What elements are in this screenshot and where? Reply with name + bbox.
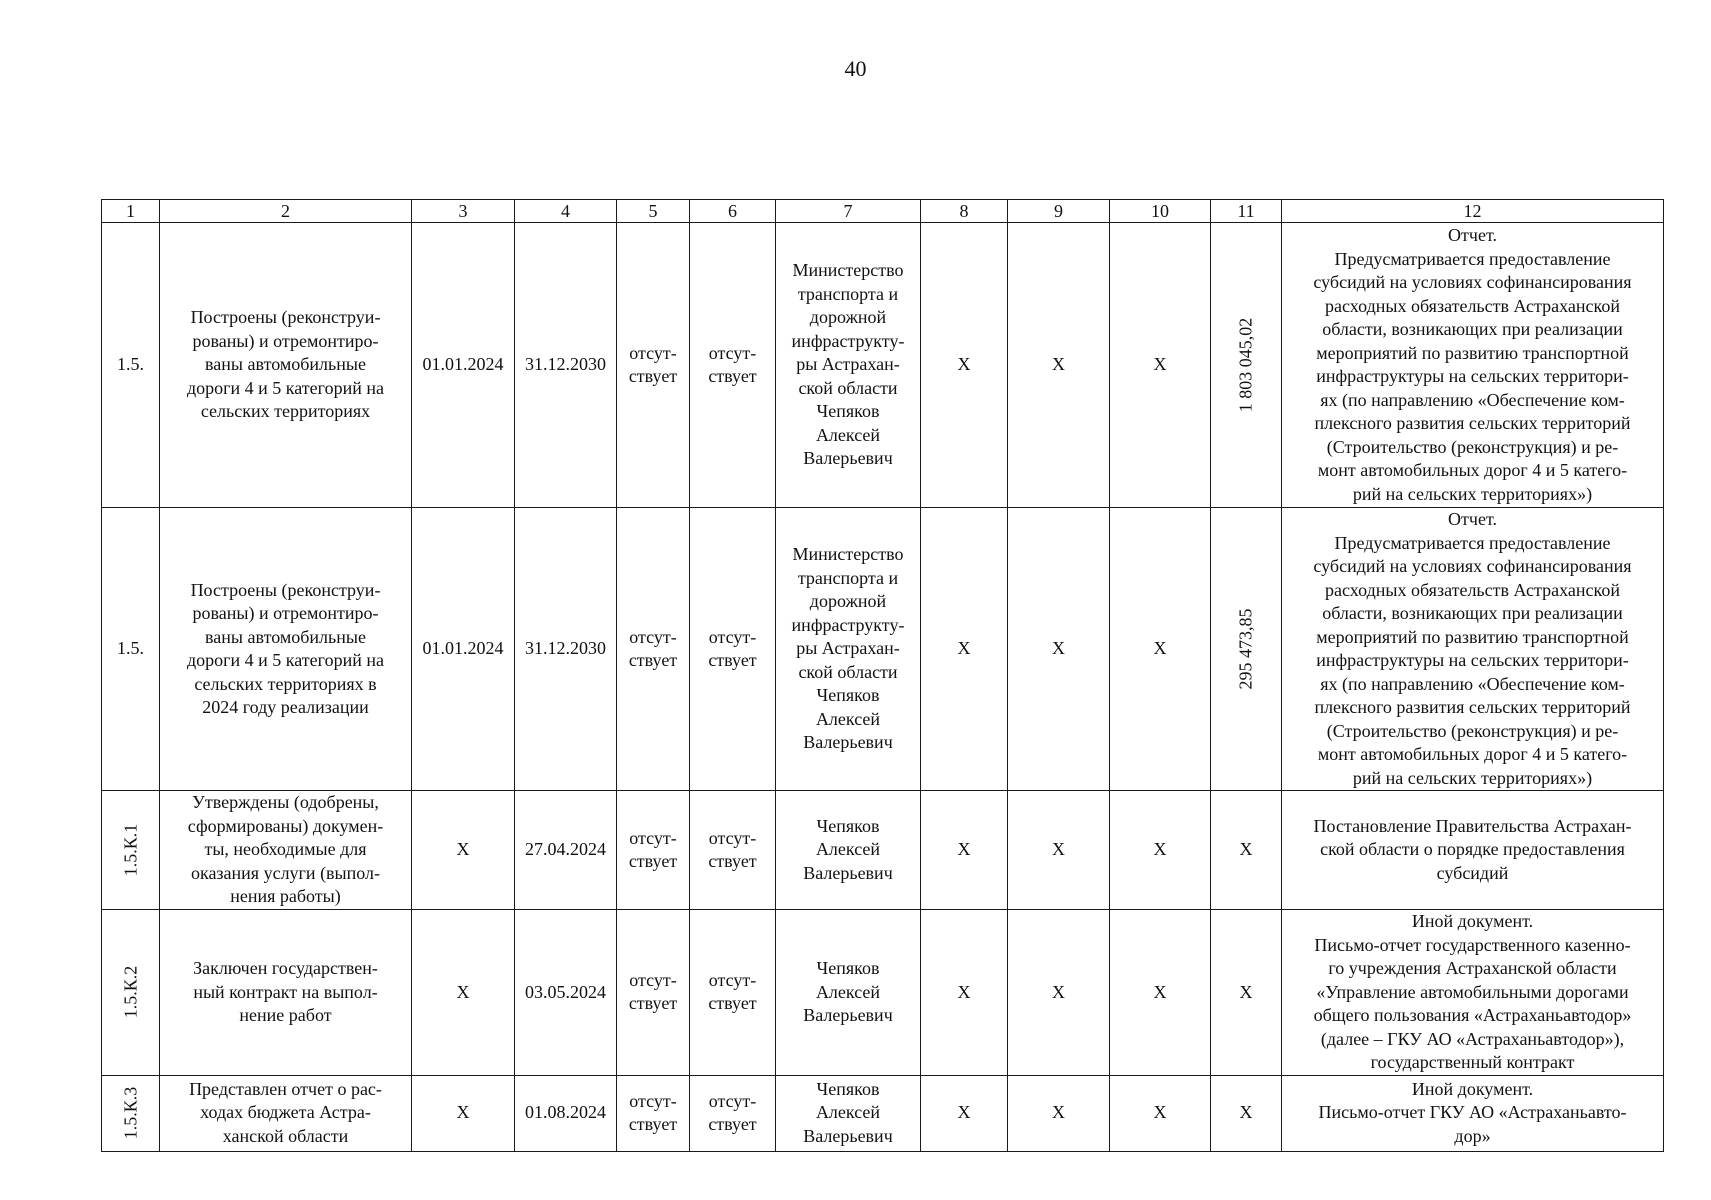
end-date: 01.08.2024 — [515, 1075, 617, 1151]
column-header: 1 — [102, 200, 160, 223]
activity-name: Заключен государствен- ный контракт на выпол- нение работ — [160, 910, 412, 1076]
table-row — [102, 1075, 1664, 1151]
column-9-value: X — [1008, 910, 1110, 1076]
row-number-text: 1.5.К.1 — [119, 823, 140, 877]
start-date: X — [412, 1075, 515, 1151]
funding-amount-text: 1 803 045,02 — [1235, 317, 1256, 413]
column-8-value: X — [921, 791, 1008, 910]
start-date: 01.01.2024 — [412, 508, 515, 791]
activity-name: Построены (реконструи- рованы) и отремонтиро- ваны автомобильные дороги 4 и 5 категорий на сельских территориях в 2024 году реализации — [160, 508, 412, 791]
activity-name: Утверждены (одобрены, сформированы) докумен- ты, необходимые для оказания услуги (выпол- нения работы) — [160, 791, 412, 910]
column-header: 2 — [160, 200, 412, 223]
column-header: 11 — [1211, 200, 1282, 223]
column-9-value: X — [1008, 1075, 1110, 1151]
column-header: 6 — [690, 200, 776, 223]
column-10-value: X — [1110, 508, 1211, 791]
row-number — [102, 910, 160, 1076]
activity-name: Построены (реконструи- рованы) и отремонтиро- ваны автомобильные дороги 4 и 5 категорий на сельских территориях — [160, 223, 412, 508]
table-row — [102, 223, 1664, 508]
column-5-value: отсут- ствует — [617, 508, 690, 791]
result-description: Отчет. Предусматривается предоставление субсидий на условиях софинансирования расходных обязательств Астраханской области, возникающих при реализации мероприятий по развитию транспортной инфраструктуры на сельских территори- ях (по направлению «Обеспечение ком- плексного развития сельских территорий (Строительство (реконструкция) и ре- монт автомобильных дорог 4 и 5 катего- рий на сельских территориях») — [1282, 223, 1664, 508]
column-header: 4 — [515, 200, 617, 223]
result-description: Отчет. Предусматривается предоставление субсидий на условиях софинансирования расходных обязательств Астраханской области, возникающих при реализации мероприятий по развитию транспортной инфраструктуры на сельских территори- ях (по направлению «Обеспечение ком- плексного развития сельских территорий (Строительство (реконструкция) и ре- монт автомобильных дорог 4 и 5 катего- рий на сельских территориях») — [1282, 508, 1664, 791]
row-number — [102, 1075, 160, 1151]
row-number: 1.5. — [102, 508, 160, 791]
column-header: 8 — [921, 200, 1008, 223]
end-date: 31.12.2030 — [515, 223, 617, 508]
column-header: 5 — [617, 200, 690, 223]
result-description: Иной документ. Письмо-отчет ГКУ АО «Астраханьавто- дор» — [1282, 1075, 1664, 1151]
column-6-value: отсут- ствует — [690, 1075, 776, 1151]
activity-name: Представлен отчет о рас- ходах бюджета Астра- ханской области — [160, 1075, 412, 1151]
column-header: 3 — [412, 200, 515, 223]
page-number: 40 — [844, 56, 867, 81]
responsible-person: Чепяков Алексей Валерьевич — [776, 1075, 921, 1151]
funding-amount — [1211, 508, 1282, 791]
table-row — [102, 508, 1664, 791]
row-number-text: 1.5.К.3 — [119, 1086, 140, 1140]
column-header: 12 — [1282, 200, 1664, 223]
responsible-person: Чепяков Алексей Валерьевич — [776, 910, 921, 1076]
column-9-value: X — [1008, 791, 1110, 910]
column-10-value: X — [1110, 791, 1211, 910]
row-number-text: 1.5.К.2 — [119, 965, 140, 1019]
column-11-value: X — [1211, 1075, 1282, 1151]
result-description: Постановление Правительства Астрахан- ской области о порядке предоставления субсидий — [1282, 791, 1664, 910]
end-date: 27.04.2024 — [515, 791, 617, 910]
funding-amount — [1211, 223, 1282, 508]
column-8-value: X — [921, 910, 1008, 1076]
funding-amount-text: 295 473,85 — [1235, 608, 1256, 690]
table-row — [102, 791, 1664, 910]
column-10-value: X — [1110, 1075, 1211, 1151]
column-5-value: отсут- ствует — [617, 910, 690, 1076]
end-date: 03.05.2024 — [515, 910, 617, 1076]
row-number: 1.5. — [102, 223, 160, 508]
column-6-value: отсут- ствует — [690, 508, 776, 791]
result-description: Иной документ. Письмо-отчет государственного казенно- го учреждения Астраханской области «Управление автомобильными дорогами общего пользования «Астраханьавтодор» (далее – ГКУ АО «Астраханьавтодор»), государственный контракт — [1282, 910, 1664, 1076]
column-6-value: отсут- ствует — [690, 910, 776, 1076]
column-5-value: отсут- ствует — [617, 1075, 690, 1151]
header-row — [102, 200, 1664, 223]
column-header: 9 — [1008, 200, 1110, 223]
column-11-value: X — [1211, 791, 1282, 910]
column-11-value: X — [1211, 910, 1282, 1076]
start-date: 01.01.2024 — [412, 223, 515, 508]
start-date: X — [412, 910, 515, 1076]
column-10-value: X — [1110, 223, 1211, 508]
column-10-value: X — [1110, 910, 1211, 1076]
column-5-value: отсут- ствует — [617, 791, 690, 910]
responsible-person: Министерство транспорта и дорожной инфраструкту- ры Астрахан- ской области Чепяков Алексей Валерьевич — [776, 223, 921, 508]
start-date: X — [412, 791, 515, 910]
column-8-value: X — [921, 1075, 1008, 1151]
column-header: 10 — [1110, 200, 1211, 223]
column-header: 7 — [776, 200, 921, 223]
column-9-value: X — [1008, 223, 1110, 508]
end-date: 31.12.2030 — [515, 508, 617, 791]
column-6-value: отсут- ствует — [690, 223, 776, 508]
column-6-value: отсут- ствует — [690, 791, 776, 910]
column-5-value: отсут- ствует — [617, 223, 690, 508]
table-row — [102, 910, 1664, 1076]
responsible-person: Министерство транспорта и дорожной инфраструкту- ры Астрахан- ской области Чепяков Алексей Валерьевич — [776, 508, 921, 791]
row-number — [102, 791, 160, 910]
column-8-value: X — [921, 508, 1008, 791]
column-9-value: X — [1008, 508, 1110, 791]
responsible-person: Чепяков Алексей Валерьевич — [776, 791, 921, 910]
column-8-value: X — [921, 223, 1008, 508]
activities-table — [101, 199, 1664, 1152]
